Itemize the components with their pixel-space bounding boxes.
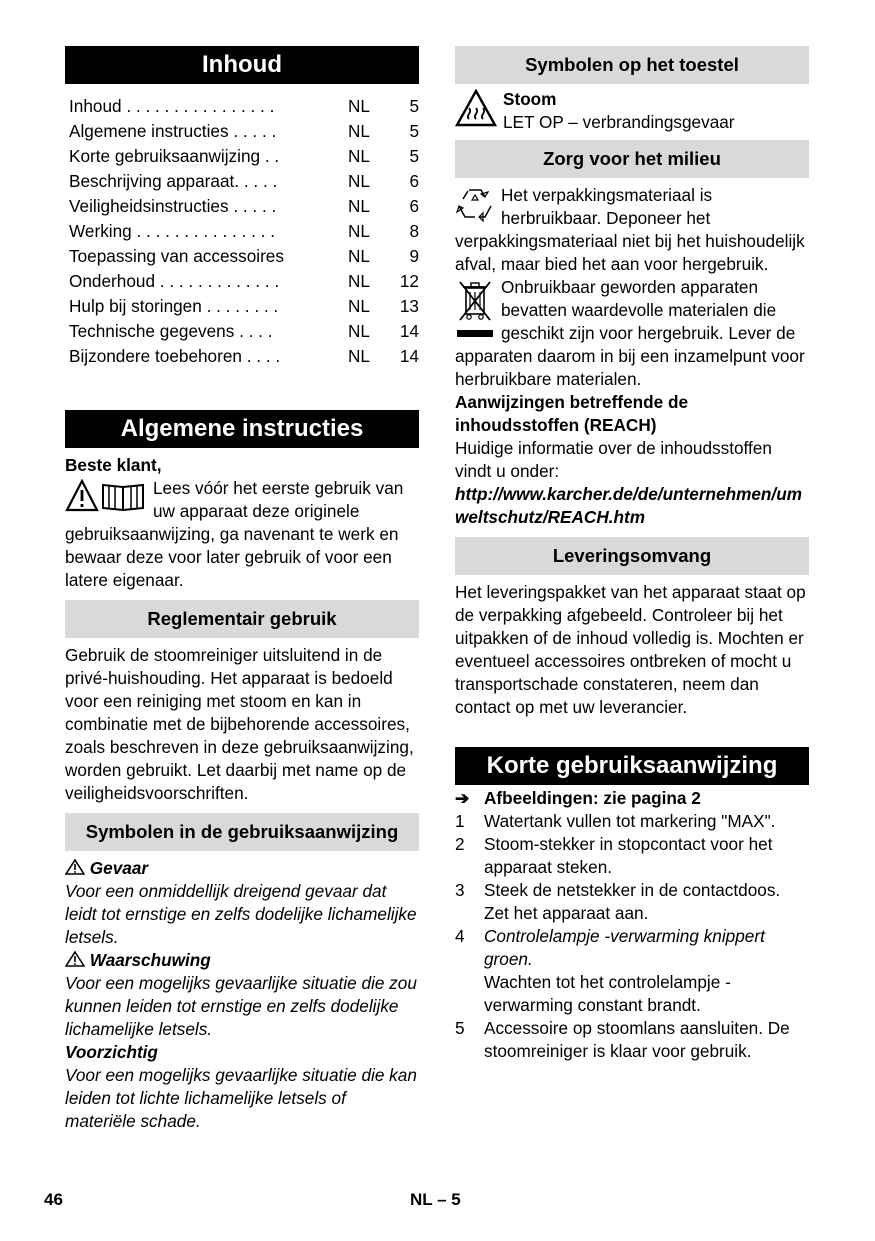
toc-title: Bijzondere toebehoren . . . . — [69, 346, 281, 366]
hot-steam-warning-icon — [455, 89, 497, 127]
intended-use-text: Gebruik de stoomreiniger uitsluitend in de privé-huishouding. Het apparaat is bedoeld voor een reiniging met stoom en kan in combinatie met de bijbehorende accessoires, zoals beschreven in deze gebruiksaanwijzing, worden gebruikt. Let daarbij met name op de veiligheidsvoorschriften. — [65, 645, 414, 803]
left-column — [65, 46, 419, 1133]
page-number: 46 — [44, 1190, 63, 1209]
danger-block — [65, 857, 419, 949]
footer-lang: NL — [410, 1190, 433, 1209]
step-text: Accessoire op stoomlans aansluiten. De stoomreiniger is klaar voor gebruik. — [484, 1018, 790, 1061]
general-heading: Algemene instructies — [65, 410, 419, 448]
toc-row[interactable] — [69, 94, 419, 119]
toc-page: 6 — [409, 196, 419, 216]
toc-title: Werking . . . . . . . . . . . . . . . — [69, 221, 275, 241]
scope-text: Het leveringspakket van het apparaat staat op de verpakking afgebeeld. Controleer bij het uitpakken of de inhoud volledig is. Mochten er eventueel accessoires ontbreken of mocht u transportschade constateren, neem dan contact op met uw leverancier. — [455, 582, 806, 717]
toc-lang: NL — [348, 121, 370, 141]
step-text: Watertank vullen tot markering "MAX". — [484, 811, 776, 831]
toc-lang: NL — [348, 271, 370, 291]
toc-page: 5 — [409, 121, 419, 141]
toc-row[interactable] — [69, 319, 419, 344]
warning-triangle-icon — [65, 950, 85, 970]
step-text: Steek de netstekker in de contactdoos. Zet het apparaat aan. — [484, 880, 781, 923]
figures-note: Afbeeldingen: zie pagina 2 — [484, 788, 701, 808]
step-number: 5 — [455, 1018, 465, 1038]
step-number: 4 — [455, 926, 465, 946]
toc-page: 13 — [399, 296, 419, 316]
steam-text: LET OP – verbrandingsgevaar — [503, 112, 735, 132]
toc-row[interactable] — [69, 219, 419, 244]
toc-page: 9 — [409, 246, 419, 266]
toc-title: Toepassing van accessoires — [69, 246, 284, 266]
toc-lang: NL — [348, 346, 370, 366]
caution-text: Voor een mogelijks gevaarlijke situatie die kan leiden tot lichte lichamelijke letsels of materiële schade. — [65, 1065, 417, 1131]
greeting: Beste klant, — [65, 455, 162, 475]
environment-heading: Zorg voor het milieu — [455, 140, 809, 178]
toc-row[interactable] — [69, 269, 419, 294]
steam-block — [455, 88, 809, 134]
warning-block — [65, 949, 419, 1041]
list-item — [455, 810, 809, 833]
intended-use-heading: Reglementair gebruik — [65, 600, 419, 638]
read-manual-icon — [65, 479, 147, 513]
toc-row[interactable] — [69, 194, 419, 219]
toc-title: Technische gegevens . . . . — [69, 321, 273, 341]
warning-label-line — [65, 949, 419, 972]
toc-page: 5 — [409, 146, 419, 166]
quick-heading: Korte gebruiksaanwijzing — [455, 747, 809, 785]
footer-lang-page — [410, 1188, 461, 1211]
reach-link[interactable]: http://www.karcher.de/de/unternehmen/umweltschutz/REACH.htm — [455, 484, 802, 527]
danger-label-line — [65, 857, 419, 880]
toc-page: 12 — [399, 271, 419, 291]
list-item — [455, 1017, 809, 1063]
caution-block — [65, 1041, 419, 1133]
crossed-bin-icon — [455, 278, 495, 342]
right-column — [455, 46, 809, 1063]
toc-title: Veiligheidsinstructies . . . . . — [69, 196, 277, 216]
toc-page: 6 — [409, 171, 419, 191]
list-item — [455, 879, 809, 925]
weee-block — [455, 276, 809, 391]
toc-heading: Inhoud — [65, 46, 419, 84]
toc-lang: NL — [348, 171, 370, 191]
warning-triangle-icon — [65, 858, 85, 878]
manual-symbols-heading: Symbolen in de gebruiksaanwijzing — [65, 813, 419, 851]
danger-label: Gevaar — [89, 858, 149, 878]
toc-lang: NL — [348, 96, 370, 116]
steam-label: Stoom — [503, 89, 557, 109]
toc-page: 14 — [399, 346, 419, 366]
reach-heading: Aanwijzingen betreffende de inhoudsstoffen (REACH) — [455, 392, 689, 435]
toc-row[interactable] — [69, 119, 419, 144]
recycling-icon — [455, 186, 495, 226]
toc-title: Hulp bij storingen . . . . . . . . — [69, 296, 279, 316]
figures-note-line — [455, 787, 809, 810]
danger-text: Voor een onmiddellijk dreigend gevaar dat leidt tot ernstige en zelfs dodelijke lichamelijke letsels. — [65, 881, 417, 947]
toc-title: Beschrijving apparaat. . . . . — [69, 171, 278, 191]
step-subtext: Wachten tot het controlelampje - verwarming constant brandt. — [484, 972, 731, 1015]
toc-title: Korte gebruiksaanwijzing . . — [69, 146, 280, 166]
intro-block — [65, 477, 419, 592]
toc-page: 14 — [399, 321, 419, 341]
toc-title: Onderhoud . . . . . . . . . . . . . — [69, 271, 280, 291]
toc-row[interactable] — [69, 244, 419, 269]
warning-text: Voor een mogelijks gevaarlijke situatie die zou kunnen leiden tot ernstige en zelfs dodelijke lichamelijke letsels. — [65, 973, 417, 1039]
recycle-text: Het verpakkingsmateriaal is herbruikbaar. Deponeer het verpakkingsmateriaal niet bij het huishoudelijk afval, maar bied het aan voor hergebruik. — [455, 185, 805, 274]
recycle-block — [455, 184, 809, 276]
toc-lang: NL — [348, 321, 370, 341]
toc-lang: NL — [348, 296, 370, 316]
weee-text: Onbruikbaar geworden apparaten bevatten waardevolle materialen die geschikt zijn voor hergebruik. Lever de apparaten daarom in bij een inzamelpunt voor herbruikbare materialen. — [455, 277, 805, 389]
toc-lang: NL — [348, 146, 370, 166]
list-item — [455, 833, 809, 879]
toc-title: Inhoud . . . . . . . . . . . . . . . . — [69, 96, 275, 116]
device-symbols-heading: Symbolen op het toestel — [455, 46, 809, 84]
toc-lang: NL — [348, 196, 370, 216]
toc-row[interactable] — [69, 169, 419, 194]
steps-list — [455, 810, 809, 1063]
arrow-right-icon: ➔ — [455, 788, 470, 808]
toc-page: 5 — [409, 96, 419, 116]
step-text: Stoom-stekker in stopcontact voor het apparaat steken. — [484, 834, 773, 877]
step-number: 2 — [455, 834, 465, 854]
toc-list — [69, 94, 419, 369]
list-item — [455, 925, 809, 1017]
scope-heading: Leveringsomvang — [455, 537, 809, 575]
reach-text: Huidige informatie over de inhoudsstoffen vindt u onder: — [455, 438, 772, 481]
caution-label: Voorzichtig — [65, 1042, 158, 1062]
toc-lang: NL — [348, 221, 370, 241]
toc-row[interactable] — [69, 144, 419, 169]
warning-label: Waarschuwing — [89, 950, 211, 970]
toc-lang: NL — [348, 246, 370, 266]
step-number: 3 — [455, 880, 465, 900]
toc-title: Algemene instructies . . . . . — [69, 121, 277, 141]
toc-row[interactable] — [69, 294, 419, 319]
toc-page: 8 — [409, 221, 419, 241]
footer-subpage: – 5 — [437, 1190, 461, 1209]
toc-row[interactable] — [69, 344, 419, 369]
step-number: 1 — [455, 811, 465, 831]
intro-text: Lees vóór het eerste gebruik van uw apparaat deze originele gebruiksaanwijzing, ga navenant te werk en bewaar deze voor later gebruik of voor een latere eigenaar. — [65, 478, 404, 590]
step-text: Controlelampje -verwarming knippert groen. — [484, 926, 765, 969]
